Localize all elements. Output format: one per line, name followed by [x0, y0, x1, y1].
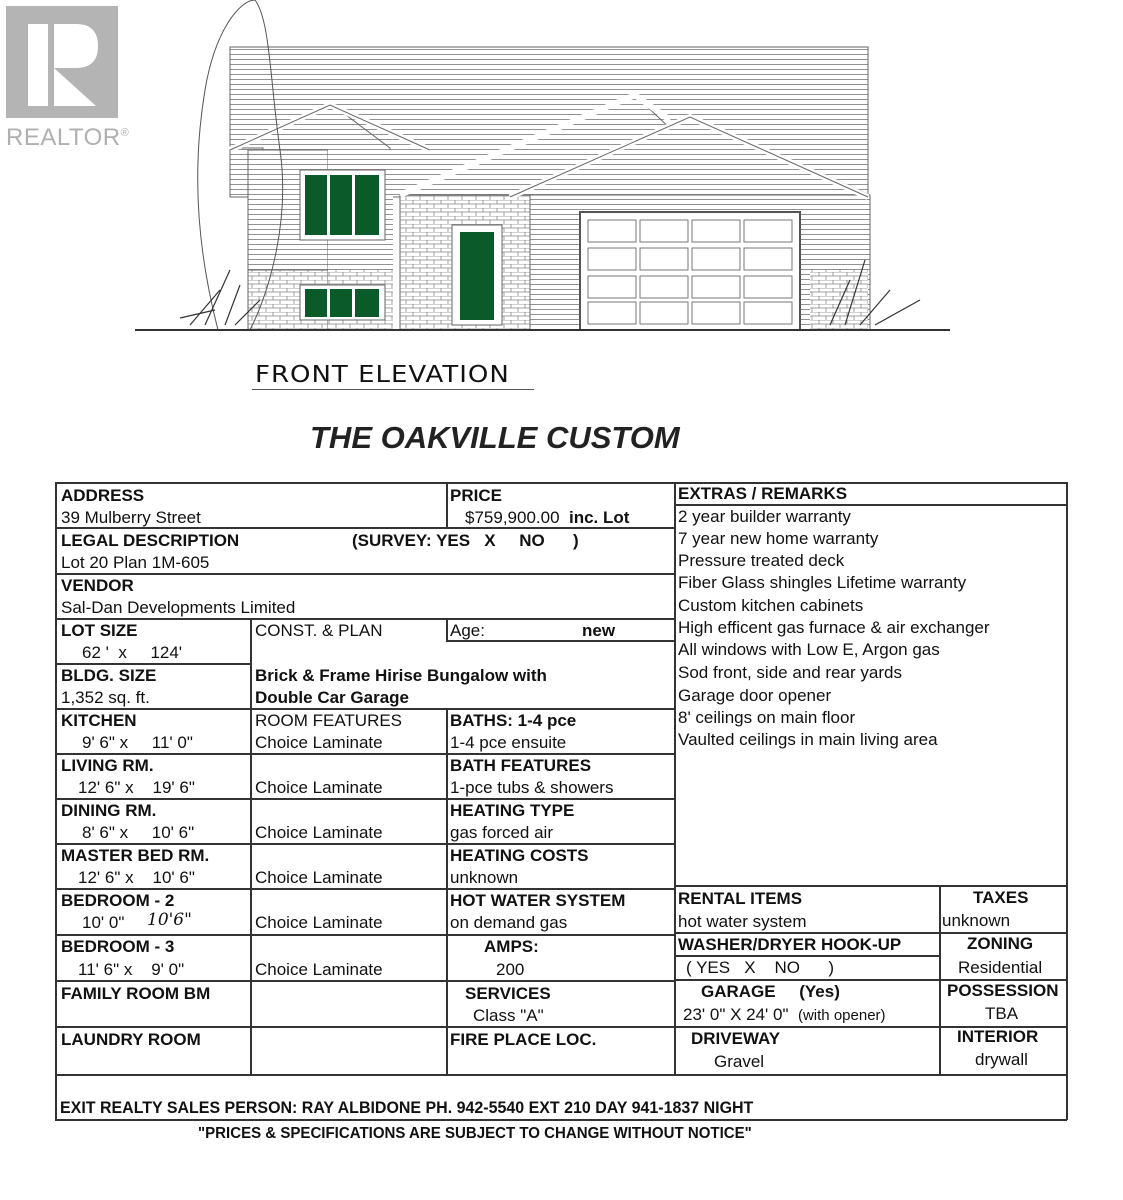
room-features-label: ROOM FEATURES: [255, 711, 403, 730]
spec-heating-type-value: gas forced air: [450, 823, 553, 842]
spec-heating-costs-value: unknown: [450, 868, 519, 887]
bldg-size-value: 1,352 sq. ft.: [61, 688, 150, 707]
room-label-master: MASTER BED RM.: [61, 846, 210, 865]
extras-item: Garage door opener: [678, 686, 832, 705]
spec-hot-water-value: on demand gas: [450, 913, 568, 932]
spec-amps-label: AMPS:: [484, 937, 539, 956]
extras-label: EXTRAS / REMARKS: [678, 484, 848, 503]
room-label-living: LIVING RM.: [61, 756, 154, 775]
lot-size-value: 62 ' x 124': [82, 643, 183, 662]
lot-size-label: LOT SIZE: [61, 621, 138, 640]
washer-dryer-value: ( YES X NO ): [686, 958, 834, 977]
page-title: THE OAKVILLE CUSTOM: [310, 420, 680, 455]
washer-dryer-label: WASHER/DRYER HOOK-UP: [678, 935, 902, 954]
caption-underline: [252, 389, 534, 390]
age-value: new: [582, 621, 616, 640]
realtor-logo-text: REALTOR®: [6, 124, 130, 151]
extras-item: High efficent gas furnace & air exchanger: [678, 618, 990, 637]
rental-items-value: hot water system: [678, 912, 807, 931]
extras-item: Custom kitchen cabinets: [678, 596, 864, 615]
spec-services-label: SERVICES: [465, 984, 551, 1003]
extras-item: Fiber Glass shingles Lifetime warranty: [678, 573, 967, 592]
spec-bath-features-value: 1-pce tubs & showers: [450, 778, 614, 797]
realtor-logo: [6, 6, 118, 118]
room-size-master: 12' 6" x 10' 6": [78, 868, 195, 887]
disclaimer-notice: "PRICES & SPECIFICATIONS ARE SUBJECT TO CHANGE WITHOUT NOTICE": [198, 1125, 752, 1142]
room-label-dining: DINING RM.: [61, 801, 157, 820]
room-feature-dining: Choice Laminate: [255, 823, 383, 842]
zoning-label: ZONING: [967, 934, 1034, 953]
price-value: $759,900.00 inc. Lot: [465, 508, 630, 527]
spec-services-value: Class "A": [473, 1006, 544, 1025]
front-elevation-drawing: [130, 0, 970, 340]
room-size-kitchen: 9' 6" x 11' 0": [82, 733, 193, 752]
driveway-label: DRIVEWAY: [691, 1029, 781, 1048]
extras-item: 7 year new home warranty: [678, 529, 879, 548]
address-label: ADDRESS: [61, 486, 145, 505]
room-feature-kitchen: Choice Laminate: [255, 733, 383, 752]
room-label-bedroom3: BEDROOM - 3: [61, 937, 175, 956]
room-size-bedroom2: 10' 0": [82, 913, 125, 932]
vendor-value: Sal-Dan Developments Limited: [61, 598, 296, 617]
room-label-family: FAMILY ROOM BM: [61, 984, 211, 1003]
possession-value: TBA: [985, 1004, 1019, 1023]
extras-item: Vaulted ceilings in main living area: [678, 730, 938, 749]
room-label-kitchen: KITCHEN: [61, 711, 137, 730]
taxes-label: TAXES: [973, 888, 1029, 907]
garage-label: GARAGE (Yes): [701, 982, 840, 1001]
extras-item: All windows with Low E, Argon gas: [678, 640, 940, 659]
room-feature-living: Choice Laminate: [255, 778, 383, 797]
front-elevation-caption: FRONT ELEVATION: [255, 361, 510, 389]
legal-description-label: LEGAL DESCRIPTION: [61, 531, 240, 550]
interior-label: INTERIOR: [957, 1027, 1039, 1046]
const-plan-label: CONST. & PLAN: [255, 621, 383, 640]
driveway-value: Gravel: [714, 1052, 765, 1071]
realtor-r-icon: [6, 6, 118, 118]
zoning-value: Residential: [958, 958, 1043, 977]
room-label-laundry: LAUNDRY ROOM: [61, 1030, 201, 1049]
interior-value: drywall: [975, 1050, 1028, 1069]
extras-item: 2 year builder warranty: [678, 507, 851, 526]
spec-hot-water-label: HOT WATER SYSTEM: [450, 891, 626, 910]
spec-bath-features-label: BATH FEATURES: [450, 756, 592, 775]
room-label-bedroom2: BEDROOM - 2: [61, 891, 175, 910]
extras-item: Sod front, side and rear yards: [678, 663, 902, 682]
const-plan-line1: Brick & Frame Hirise Bungalow with: [255, 666, 547, 685]
survey-indicator: (SURVEY: YES X NO ): [352, 531, 579, 550]
extras-item: 8' ceilings on main floor: [678, 708, 856, 727]
vendor-label: VENDOR: [61, 576, 134, 595]
age-label: Age:: [450, 621, 485, 640]
rental-items-label: RENTAL ITEMS: [678, 889, 803, 908]
spec-heating-costs-label: HEATING COSTS: [450, 846, 589, 865]
room-size-bedroom2-handwritten: 10'6": [147, 910, 192, 930]
possession-label: POSSESSION: [947, 981, 1059, 1000]
room-size-living: 12' 6" x 19' 6": [78, 778, 195, 797]
room-feature-bedroom3: Choice Laminate: [255, 960, 383, 979]
spec-baths-label: BATHS: 1-4 pce: [450, 711, 577, 730]
sales-contact: EXIT REALTY SALES PERSON: RAY ALBIDONE PH. 942-5540 EXT 210 DAY 941-1837 NIGHT: [60, 1098, 754, 1117]
bldg-size-label: BLDG. SIZE: [61, 666, 157, 685]
room-feature-master: Choice Laminate: [255, 868, 383, 887]
spec-baths-value: 1-4 pce ensuite: [450, 733, 567, 752]
const-plan-line2: Double Car Garage: [255, 688, 409, 707]
legal-description-value: Lot 20 Plan 1M-605: [61, 553, 210, 572]
garage-value: 23' 0" X 24' 0" (with opener): [683, 1005, 886, 1024]
spec-amps-value: 200: [496, 960, 525, 979]
address-value: 39 Mulberry Street: [61, 508, 201, 527]
spec-heating-type-label: HEATING TYPE: [450, 801, 575, 820]
extras-item: Pressure treated deck: [678, 551, 845, 570]
spec-fireplace-label: FIRE PLACE LOC.: [450, 1030, 597, 1049]
room-size-bedroom3: 11' 6" x 9' 0": [78, 960, 185, 979]
room-size-dining: 8' 6" x 10' 6": [82, 823, 195, 842]
room-feature-bedroom2: Choice Laminate: [255, 913, 383, 932]
taxes-value: unknown: [942, 911, 1011, 930]
price-label: PRICE: [450, 486, 502, 505]
